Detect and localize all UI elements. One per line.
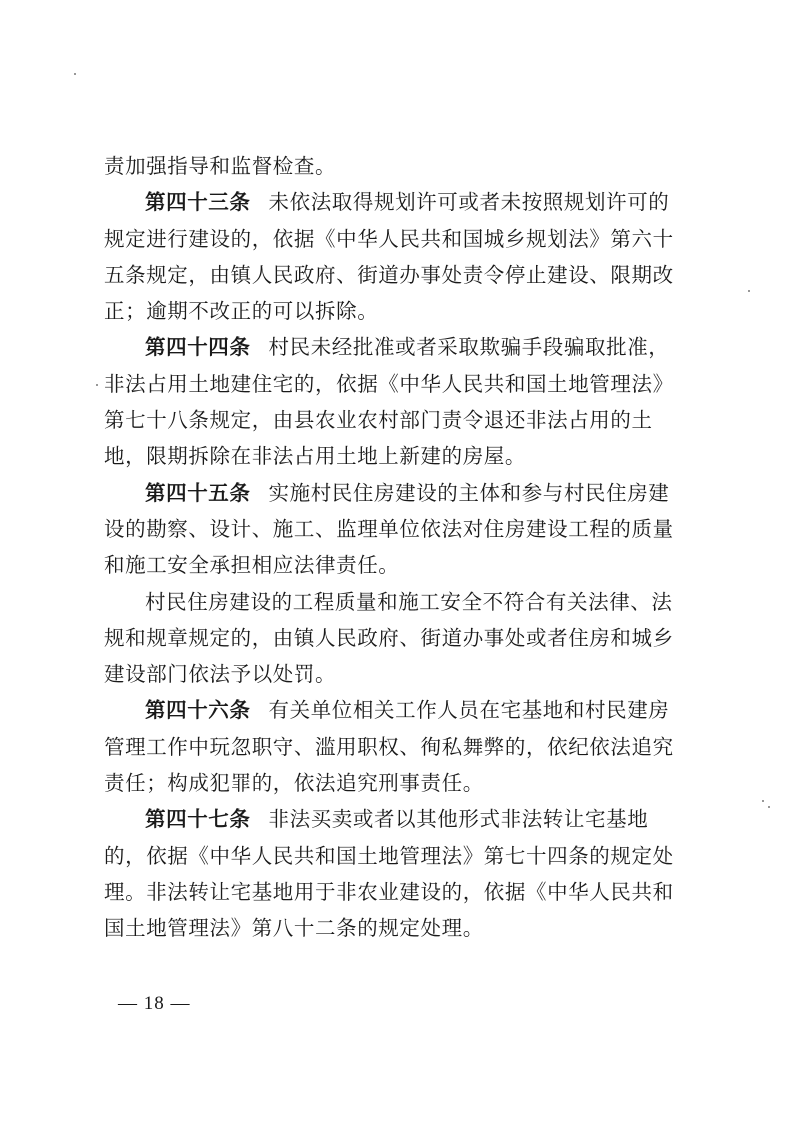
article-number: 第四十七条 <box>145 807 251 832</box>
body-text <box>104 148 686 947</box>
scan-speck <box>768 806 770 808</box>
paragraph-article-45-cont <box>104 584 686 693</box>
article-number: 第四十四条 <box>145 335 251 360</box>
article-number: 第四十五条 <box>145 480 251 505</box>
paragraph-text: 有关单位相关工作人员在宅基地和村民建房管理工作中玩忽职守、滥用职权、徇私舞弊的，依纪依法追究责任；构成犯罪的，依法追究刑事责任。 <box>104 698 674 796</box>
page-number: — 18 — <box>118 993 191 1014</box>
scan-speck <box>762 800 764 802</box>
paragraph-text: 责加强指导和监督检查。 <box>104 154 337 178</box>
paragraph-text: 村民住房建设的工程质量和施工安全不符合有关法律、法规和规章规定的，由镇人民政府、街道办事处或者住房和城乡建设部门依法予以处罚。 <box>104 589 674 687</box>
paragraph-article-43 <box>104 184 686 329</box>
scan-speck <box>74 73 76 75</box>
paragraph-text: 未依法取得规划许可或者未按照规划许可的规定进行建设的，依据《中华人民共和国城乡规划法》第六十五条规定，由镇人民政府、街道办事处责令停止建设、限期改正；逾期不改正的可以拆除。 <box>104 190 674 324</box>
paragraph-article-47 <box>104 801 686 946</box>
paragraph-text: 村民未经批准或者采取欺骗手段骗取批准，非法占用土地建住宅的，依据《中华人民共和国土地管理法》第七十八条规定，由县农业农村部门责令退还非法占用的土地，限期拆除在非法占用土地上新建的房屋。 <box>104 335 674 469</box>
scan-speck <box>96 384 98 386</box>
paragraph-article-44 <box>104 329 686 474</box>
paragraph-0 <box>104 148 686 184</box>
article-number: 第四十三条 <box>145 190 251 215</box>
paragraph-text: 实施村民住房建设的主体和参与村民住房建设的勘察、设计、施工、监理单位依法对住房建设工程的质量和施工安全承担相应法律责任。 <box>104 480 674 578</box>
paragraph-text: 非法买卖或者以其他形式非法转让宅基地的，依据《中华人民共和国土地管理法》第七十四条的规定处理。非法转让宅基地用于非农业建设的，依据《中华人民共和国土地管理法》第八十二条的规定处理。 <box>104 807 674 941</box>
article-number: 第四十六条 <box>145 698 251 723</box>
paragraph-article-45 <box>104 475 686 584</box>
scan-speck <box>748 290 750 292</box>
paragraph-article-46 <box>104 692 686 801</box>
